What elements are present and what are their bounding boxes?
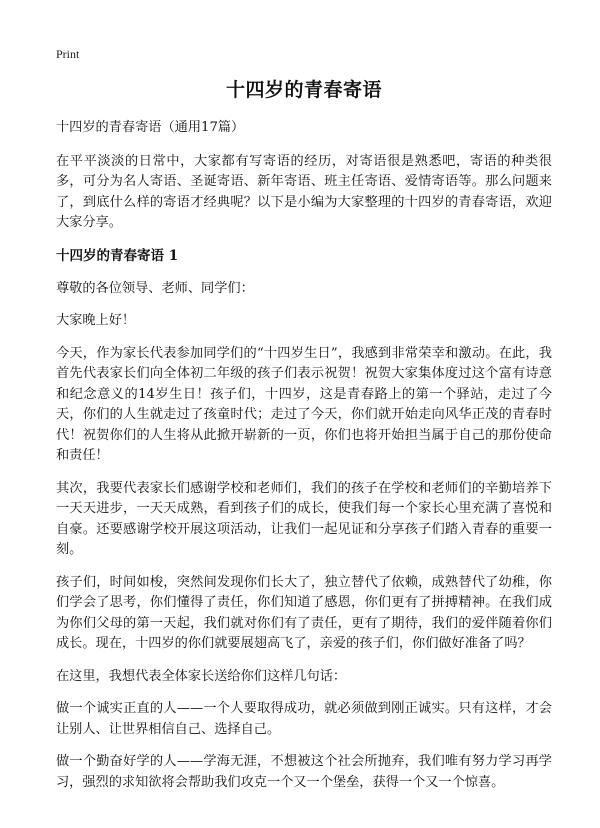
- document-title: 十四岁的青春寄语: [225, 79, 382, 101]
- paragraph-greeting-evening: 大家晚上好！: [56, 313, 136, 328]
- paragraph-thanks: 其次，我要代表家长们感谢学校和老师们，我们的孩子在学校和老师们的辛勤培养下一天天进步，一天天成熟，看到孩子们的成长，使我们每一个家长心里充满了喜悦和自豪。还要感谢学校开展这项活动，让我们一起见证和分享孩子们踏入青春的重要一刻。: [56, 480, 552, 557]
- print-link[interactable]: Print: [56, 47, 80, 61]
- intro-paragraph: 在平平淡淡的日常中，大家都有写寄语的经历，对寄语很是熟悉吧，寄语的种类很多，可分为名人寄语、圣诞寄语、新年寄语、班主任寄语、爱情寄语等。那么问题来了，到底什么样的寄语才经典呢？以下是小编为大家整理的十四岁的青春寄语，欢迎大家分享。: [56, 153, 552, 230]
- paragraph-growth: 孩子们，时间如梭，突然间发现你们长大了，独立替代了依赖，成熟替代了幼稚，你们学会了思考，你们懂得了责任，你们知道了感恩，你们更有了拼搏精神。在我们成为你们父母的第一天起，我们就对你们有了责任，更有了期待，我们的爱伴随着你们成长。现在，十四岁的你们就要展翅高飞了，亲爱的孩子们，你们做好准备了吗？: [56, 574, 552, 651]
- paragraph-message-intro: 在这里，我想代表全体家长送给你们这样几句话：: [56, 668, 347, 684]
- paragraph-congratulations: 今天，作为家长代表参加同学们的“十四岁生日”，我感到非常荣幸和激动。在此，我首先代表家长们向全体初二年级的孩子们表示祝贺！祝贺大家集体度过这个富有诗意和纪念意义的14岁生日！孩子们，十四岁，这是青春路上的第一个驿站，走过了今天，你们的人生就走过了孩童时代；走过了今天，你们就开始走向风华正茂的青春时代！祝贺你们的人生将从此掀开崭新的一页，你们也将开始担当属于自己的那份使命和责任！: [56, 345, 552, 463]
- section-heading: 十四岁的青春寄语 1: [56, 247, 179, 264]
- paragraph-diligence: 做一个勤奋好学的人——学海无涯，不想被这个社会所抛弃，我们唯有努力学习再学习，强烈的求知欲将会帮助我们攻克一个又一个堡垒，获得一个又一个惊喜。: [56, 754, 552, 790]
- document-subtitle: 十四岁的青春寄语（通用17篇）: [56, 120, 245, 135]
- paragraph-greeting-audience: 尊敬的各位领导、老师、同学们：: [56, 280, 254, 296]
- paragraph-honesty: 做一个诚实正直的人——一个人要取得成功，就必须做到刚正诚实。只有这样，才会让别人、让世界相信自己、选择自己。: [56, 701, 552, 737]
- document-body: [56, 76, 552, 805]
